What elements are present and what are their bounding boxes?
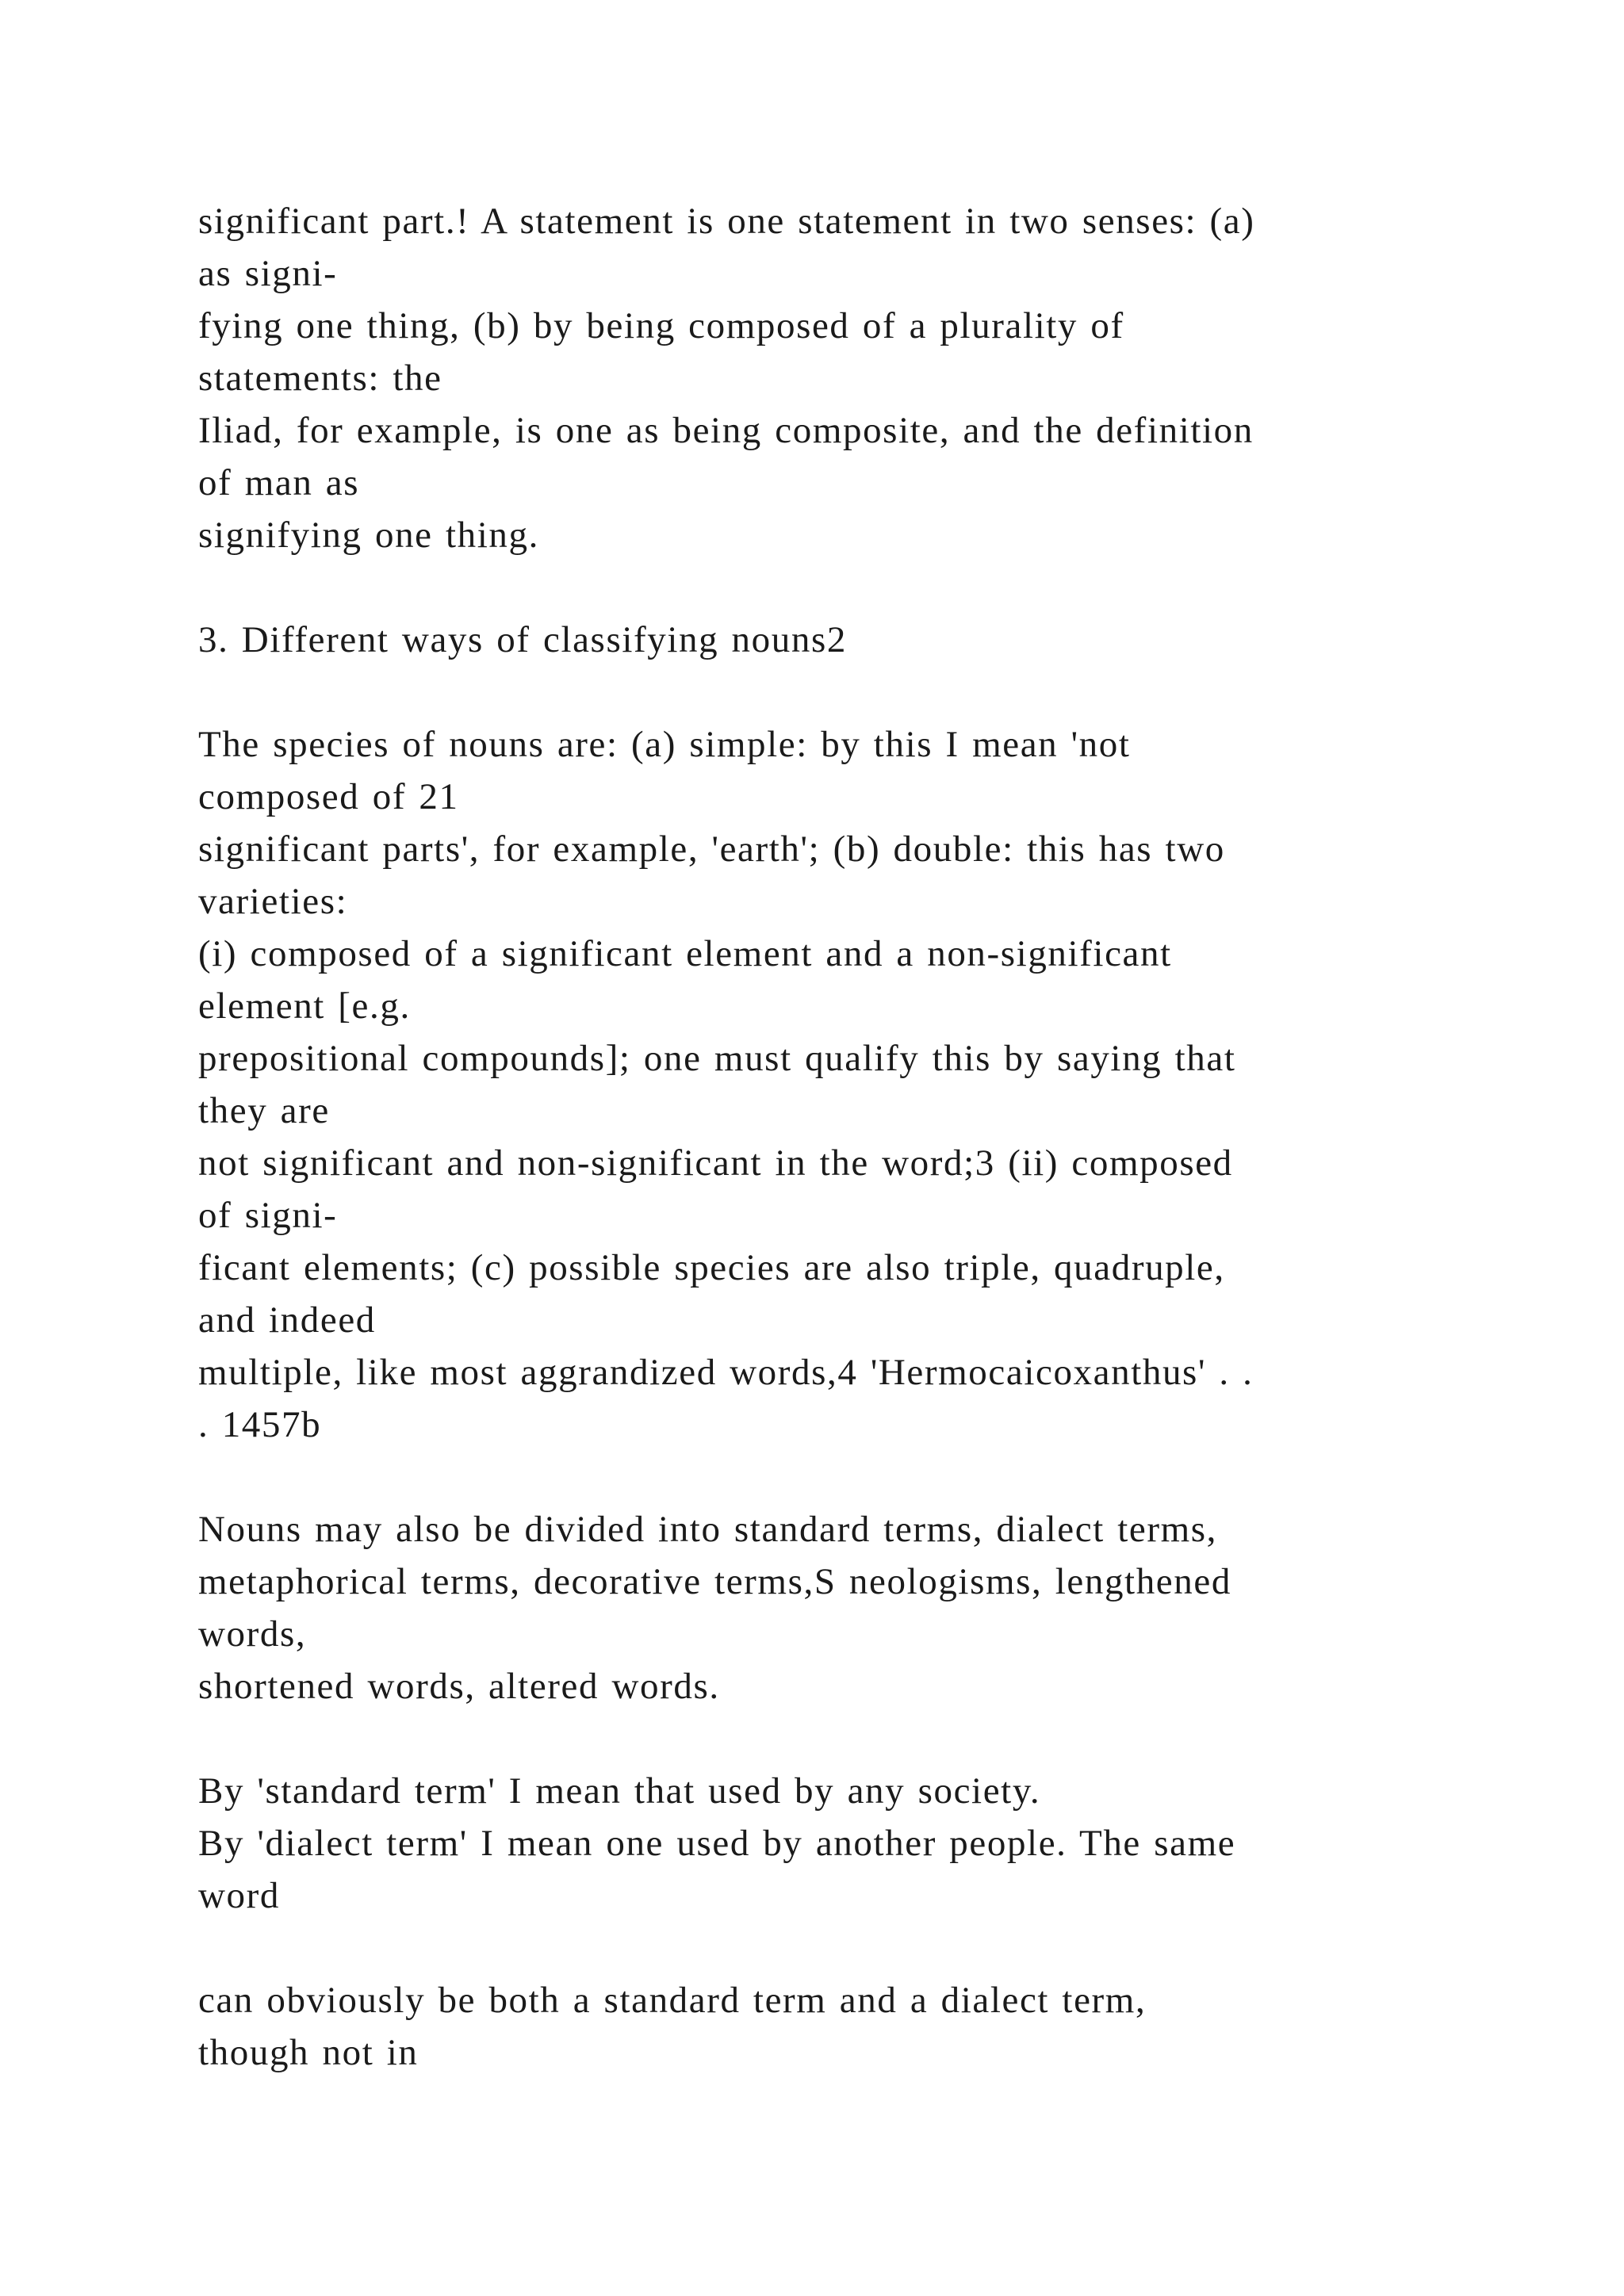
text-line: not significant and non-significant in the word;3 (ii) composed xyxy=(198,1142,1233,1184)
text-line: multiple, like most aggrandized words,4 'Hermocaicoxanthus' . . xyxy=(198,1352,1254,1393)
text-line: can obviously be both a standard term and a dialect term, xyxy=(198,1980,1147,2021)
text-line: By 'dialect term' I mean one used by another people. The same xyxy=(198,1823,1236,1864)
blank-line xyxy=(198,1712,1499,1765)
text-line: and indeed xyxy=(198,1299,376,1341)
text-line: metaphorical terms, decorative terms,S neologisms, lengthened xyxy=(198,1561,1231,1602)
text-line: shortened words, altered words. xyxy=(198,1666,720,1707)
text-line: signifying one thing. xyxy=(198,515,539,556)
blank-line xyxy=(198,666,1499,718)
text-line: Nouns may also be divided into standard terms, dialect terms, xyxy=(198,1509,1217,1550)
text-line: varieties: xyxy=(198,881,348,922)
text-line: prepositional compounds]; one must qualify this by saying that xyxy=(198,1038,1236,1079)
text-line: composed of 21 xyxy=(198,776,459,817)
document-text xyxy=(198,195,1499,2079)
text-line: they are xyxy=(198,1090,330,1131)
blank-line xyxy=(198,561,1499,614)
text-line: ficant elements; (c) possible species are also triple, quadruple, xyxy=(198,1247,1225,1288)
text-line: By 'standard term' I mean that used by any society. xyxy=(198,1770,1041,1812)
text-line: as signi- xyxy=(198,253,338,294)
text-line: though not in xyxy=(198,2032,419,2073)
text-line: of man as xyxy=(198,462,360,503)
text-line: Iliad, for example, is one as being composite, and the definition xyxy=(198,410,1254,451)
text-line: The species of nouns are: (a) simple: by this I mean 'not xyxy=(198,724,1131,765)
text-line: words, xyxy=(198,1613,307,1655)
text-line: significant parts', for example, 'earth'; (b) double: this has two xyxy=(198,828,1225,870)
blank-line xyxy=(198,1451,1499,1503)
text-line: of signi- xyxy=(198,1195,338,1236)
text-line: word xyxy=(198,1875,280,1916)
text-line: statements: the xyxy=(198,358,442,399)
section-heading: 3. Different ways of classifying nouns2 xyxy=(198,619,847,660)
text-line: (i) composed of a significant element and a non-significant xyxy=(198,933,1172,974)
text-line: significant part.! A statement is one statement in two senses: (a) xyxy=(198,201,1255,242)
blank-line xyxy=(198,1922,1499,1974)
text-line: fying one thing, (b) by being composed of a plurality of xyxy=(198,305,1124,346)
text-line: . 1457b xyxy=(198,1404,322,1445)
text-line: element [e.g. xyxy=(198,985,411,1027)
